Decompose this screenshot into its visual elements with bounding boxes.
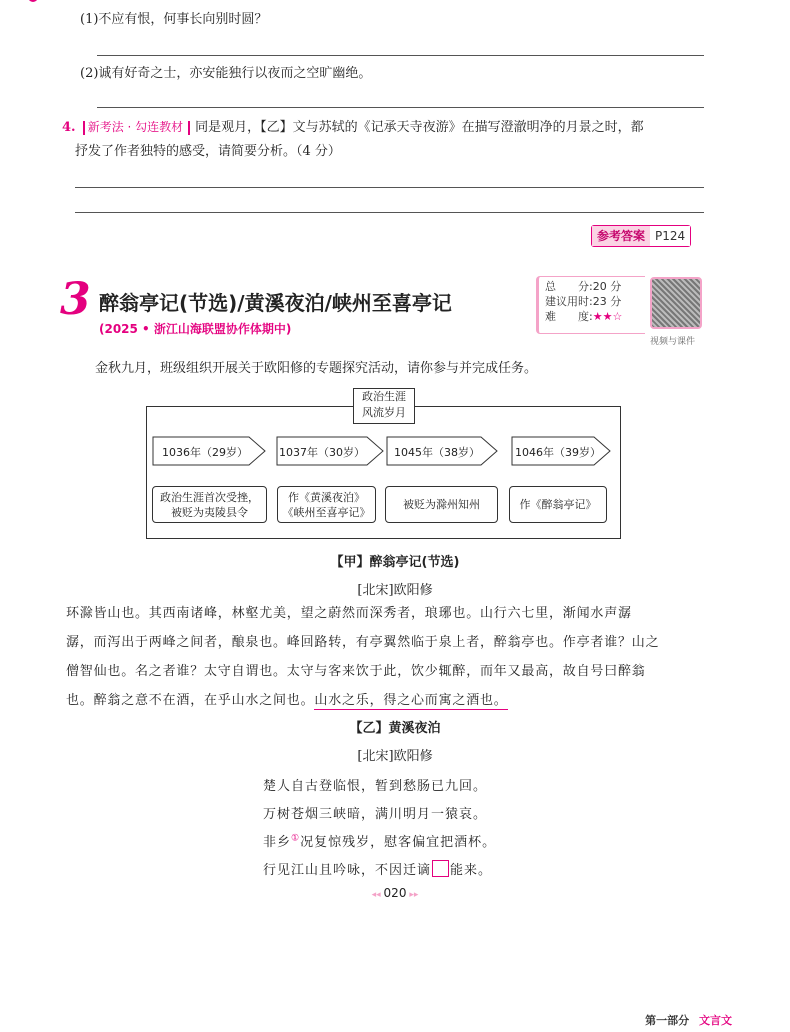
jia-title: 【甲】醉翁亭记(节选) [330, 555, 460, 570]
difficulty-stars: ★★☆ [592, 310, 623, 323]
video-label: 视频与课件 [650, 337, 696, 347]
timeline-header-line2: 风流岁月 [362, 406, 406, 419]
event-line: 作《黄溪夜泊》 [288, 490, 365, 504]
event-line: 政治生涯首次受挫， [160, 490, 259, 504]
intro-text: 金秋九月，班级组织开展关于欧阳修的专题探究活动，请你参与并完成任务。 [95, 361, 538, 376]
event-line: 《峡州至喜亭记》 [282, 505, 371, 519]
question-tag: 新考法 · 勾连教材 [87, 120, 184, 134]
page-number: ◂◂ 020 ▸▸ [371, 886, 419, 900]
poem-line [263, 831, 496, 850]
timeline-event [152, 486, 267, 523]
time-value: 23 分 [592, 295, 622, 308]
timeline-year: 1036年（29岁） [162, 446, 248, 459]
answer-label: 参考答案 [592, 226, 650, 246]
blank-box[interactable] [432, 860, 449, 877]
poem-fragment: 能来。 [450, 863, 493, 878]
footer-part: 第一部分 [645, 1014, 690, 1027]
poem-line [263, 859, 492, 878]
question-number: 4. [62, 120, 76, 135]
jia-line: 僧智仙也。名之者谁？太守自谓也。太守与客来饮于此，饮少辄醉，而年又最高，故自号曰醉翁 [66, 664, 646, 679]
footnote-marker: ① [291, 833, 301, 844]
timeline-event [385, 486, 498, 523]
timeline-header-line1: 政治生涯 [362, 390, 406, 403]
timeline-event [509, 486, 607, 523]
poem-line: 楚人自古登临恨，暂到愁肠已九回。 [263, 779, 488, 794]
underlined-sentence[interactable]: 山水之乐，得之心而寓之酒也。 [314, 693, 508, 708]
question-4-line2: 抒发了作者独特的感受，请简要分析。（4 分） [75, 144, 341, 159]
difficulty-label: 难 度 [545, 310, 589, 323]
jia-line: 潺，而泻出于两峰之间者，酿泉也。峰回路转，有亭翼然临于泉上者，醉翁亭也。作亭者谁？山之 [66, 635, 660, 650]
question-2-text: (2)诚有好奇之士，亦安能独行以夜而之空旷幽绝。 [80, 66, 372, 81]
event-line: 被贬为滁州知州 [403, 498, 480, 511]
section-number: 3 [60, 274, 91, 325]
jia-text [66, 599, 736, 715]
meta-info: 总 分:20 分 建议用时:23 分 难 度:★★☆ [545, 280, 623, 323]
poem-fragment: 行见江山且吟咏，不因迁谪 [263, 863, 432, 878]
poem-fragment: 非乡 [263, 835, 292, 850]
jia-line: 也。醉翁之意不在酒，在乎山水之间也。 [66, 693, 315, 708]
timeline-event [277, 486, 376, 523]
page-number-value: 020 [383, 886, 407, 900]
question-4-line1: 同是观月，【乙】文与苏轼的《记承天寺夜游》在描写澄澈明净的月景之时，都 [195, 120, 644, 135]
event-line: 作《醉翁亭记》 [519, 498, 597, 511]
section-title: 醉翁亭记(节选)/黄溪夜泊/峡州至喜亭记 [99, 291, 452, 315]
time-label: 建议用时 [545, 295, 589, 308]
question-1-text: (1)不应有恨，何事长向别时圆？ [80, 12, 268, 27]
answer-page: P124 [650, 226, 690, 246]
section-source: (2025 • 浙江山海联盟协作体期中) [99, 322, 292, 336]
timeline-year: 1046年（39岁） [515, 446, 601, 459]
timeline-year: 1045年（38岁） [394, 446, 480, 459]
total-label: 总 分 [545, 280, 589, 293]
jia-author: [北宋]欧阳修 [357, 583, 433, 598]
event-line: 被贬为夷陵县令 [171, 505, 248, 519]
poem-line: 万树苍烟三峡暗，满川明月一猿哀。 [263, 807, 488, 822]
yi-author: [北宋]欧阳修 [357, 749, 433, 764]
jia-line: 环滁皆山也。其西南诸峰，林壑尤美，望之蔚然而深秀者，琅琊也。山行六七里，渐闻水声潺 [66, 606, 632, 621]
timeline-year: 1037年（30岁） [279, 446, 365, 459]
poem-fragment: 况复惊残岁，慰客偏宜把酒杯。 [300, 835, 497, 850]
total-value: 20 分 [592, 280, 622, 293]
yi-title: 【乙】黄溪夜泊 [349, 721, 441, 736]
footer-subject: 文言文 [699, 1014, 732, 1027]
footer [645, 1012, 732, 1028]
